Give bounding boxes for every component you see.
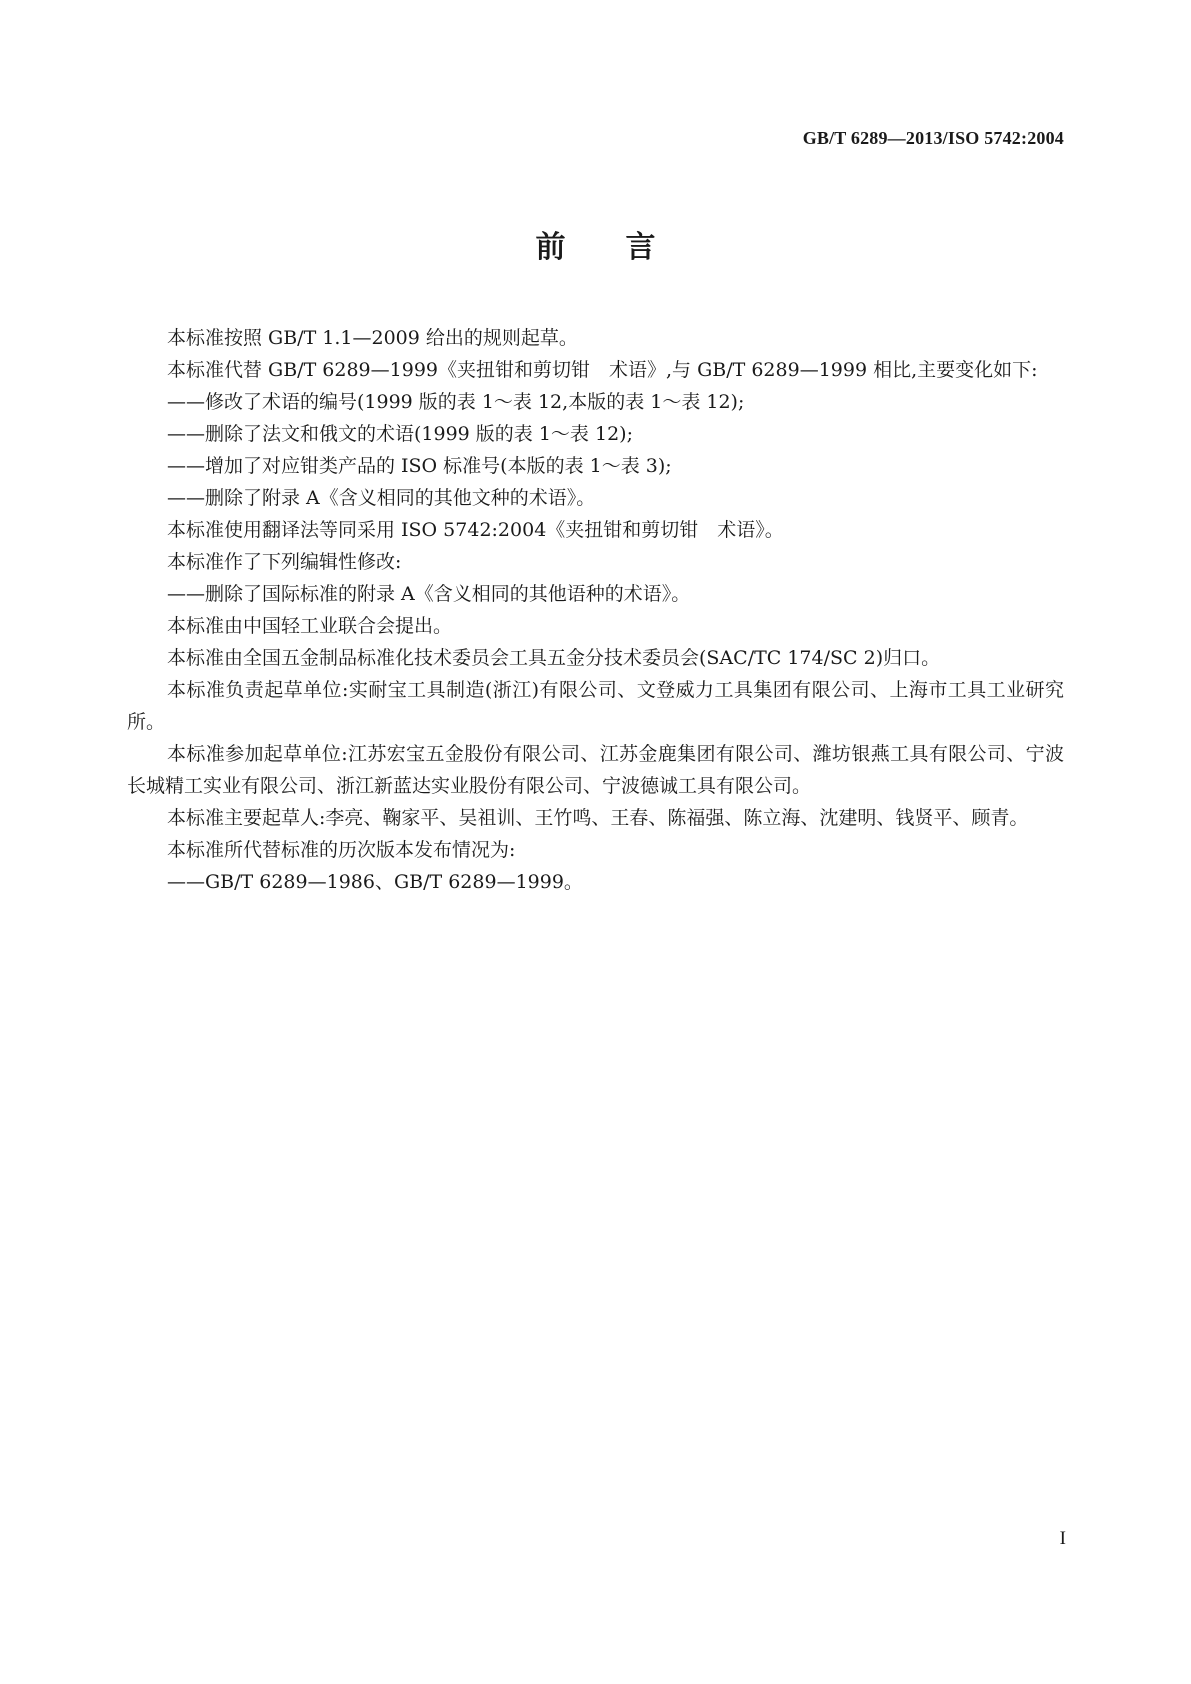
paragraph: 本标准由中国轻工业联合会提出。: [167, 615, 453, 637]
page-number: I: [1059, 1528, 1066, 1549]
paragraph: 本标准代替 GB/T 6289—1999《夹扭钳和剪切钳 术语》,与 GB/T 6289—1999 相比,主要变化如下:: [167, 359, 1038, 381]
list-item: ——修改了术语的编号(1999 版的表 1～表 12,本版的表 1～表 12);: [167, 391, 745, 413]
paragraph: 本标准参加起草单位:江苏宏宝五金股份有限公司、江苏金鹿集团有限公司、潍坊银燕工具有限公司、宁波长城精工实业有限公司、浙江新蓝达实业股份有限公司、宁波德诚工具有限公司。: [127, 743, 1064, 797]
paragraph: 本标准主要起草人:李亮、鞠家平、吴祖训、王竹鸣、王春、陈福强、陈立海、沈建明、钱贤平、顾青。: [167, 807, 1029, 829]
list-item: ——删除了国际标准的附录 A《含义相同的其他语种的术语》。: [167, 583, 691, 605]
paragraph: 本标准按照 GB/T 1.1—2009 给出的规则起草。: [167, 327, 578, 349]
list-item: ——删除了法文和俄文的术语(1999 版的表 1～表 12);: [167, 423, 633, 445]
list-item: ——GB/T 6289—1986、GB/T 6289—1999。: [167, 871, 583, 893]
preface-body: [127, 322, 1064, 898]
paragraph: 本标准负责起草单位:实耐宝工具制造(浙江)有限公司、文登威力工具集团有限公司、上海市工具工业研究所。: [127, 679, 1064, 733]
standard-code: GB/T 6289—2013/ISO 5742:2004: [802, 128, 1064, 148]
paragraph: 本标准由全国五金制品标准化技术委员会工具五金分技术委员会(SAC/TC 174/SC 2)归口。: [167, 647, 941, 669]
list-item: ——删除了附录 A《含义相同的其他文种的术语》。: [167, 487, 596, 509]
paragraph: 本标准所代替标准的历次版本发布情况为:: [167, 839, 516, 861]
paragraph: 本标准作了下列编辑性修改:: [167, 551, 402, 573]
list-item: ——增加了对应钳类产品的 ISO 标准号(本版的表 1～表 3);: [167, 455, 672, 477]
paragraph: 本标准使用翻译法等同采用 ISO 5742:2004《夹扭钳和剪切钳 术语》。: [167, 519, 784, 541]
page-title: 前言: [535, 230, 716, 265]
